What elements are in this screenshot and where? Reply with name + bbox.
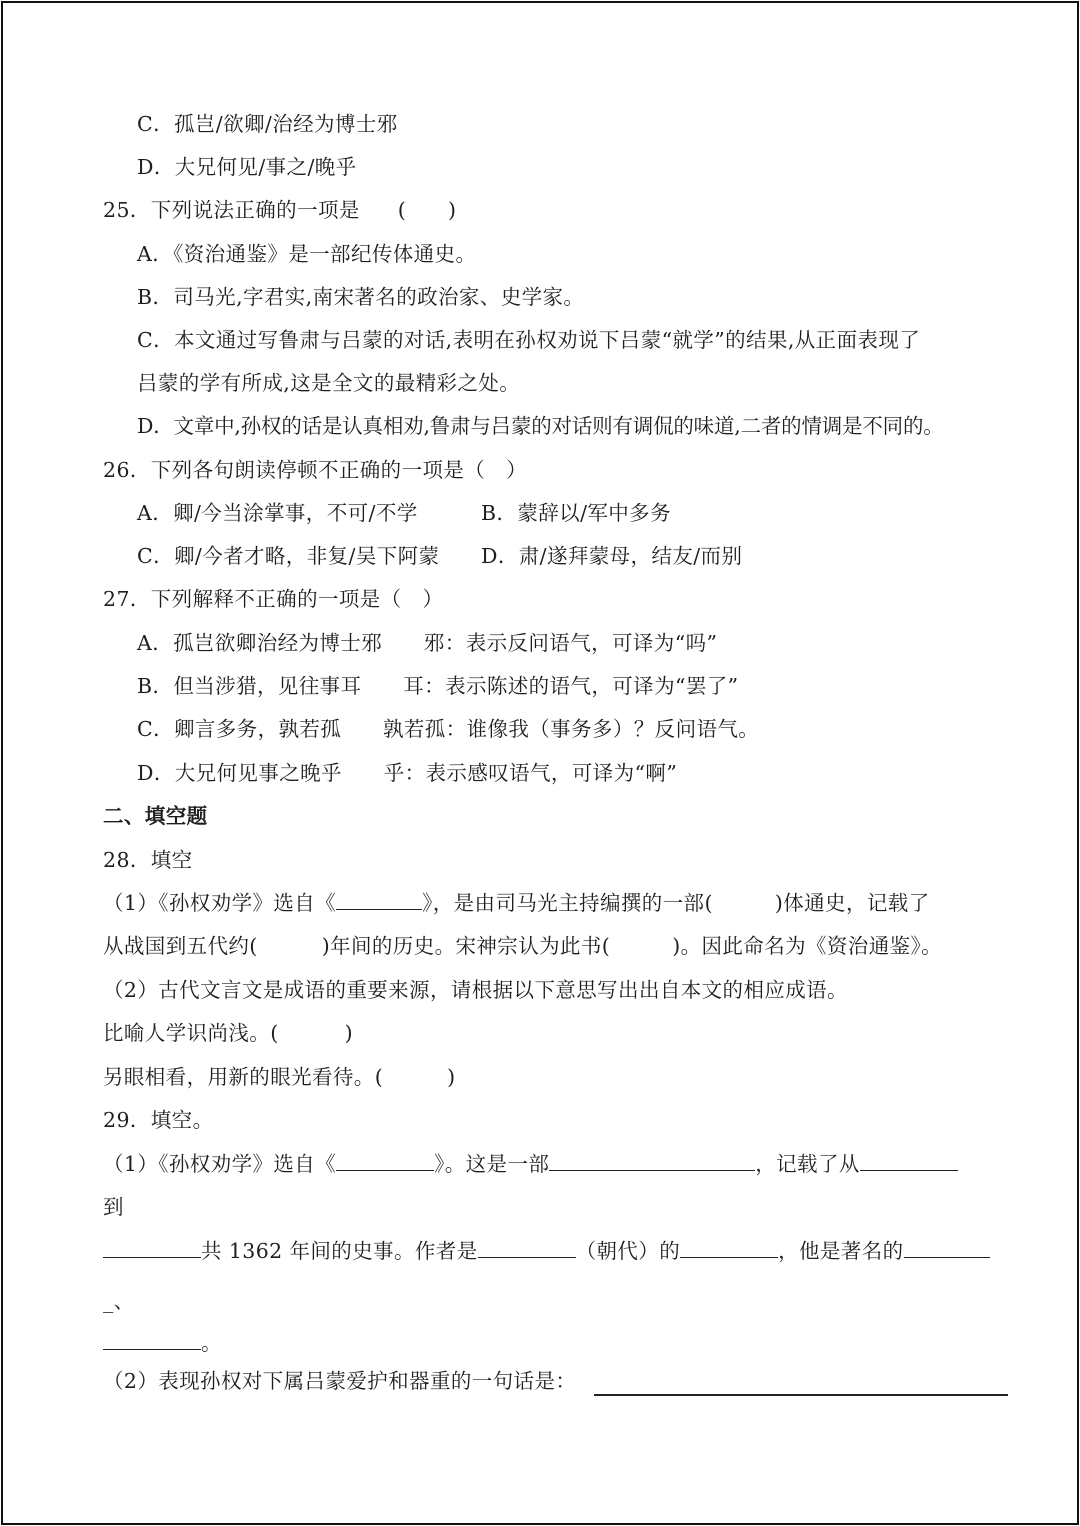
q28-part1-line2 — [103, 931, 942, 961]
q28-p2-text-c: )。因此命名为《资治通鉴》。 — [672, 934, 943, 958]
q24-option-c: C．孤岂/欲卿/治经为博士邪 — [137, 112, 398, 136]
q29-stem: 29．填空。 — [103, 1108, 214, 1132]
q28-idiom1-close: ) — [344, 1021, 354, 1045]
q28-p2-text-b: )年间的历史。宋神宗认为此书( — [321, 934, 611, 958]
q29-to-text: 到 — [103, 1195, 124, 1219]
q27-option-d: D．大兄何见事之晚乎 乎：表示感叹语气，可译为“啊” — [137, 761, 678, 785]
q28-idiom1 — [103, 1018, 353, 1048]
q28-idiom2-text: 另眼相看，用新的眼光看待。( — [103, 1065, 384, 1089]
q25-option-b: B．司马光,字君实,南宋著名的政治家、史学家。 — [137, 285, 585, 309]
q29-part2: （2）表现孙权对下属吕蒙爱护和器重的一句话是： — [103, 1369, 577, 1393]
q27-option-c: C．卿言多务，孰若孤 孰若孤：谁像我（事务多）？反问语气。 — [137, 717, 760, 741]
q29-title2-blank[interactable] — [103, 1329, 201, 1350]
q25-option-c-line1: C．本文通过写鲁肃与吕蒙的对话,表明在孙权劝说下吕蒙“就学”的结果,从正面表现了 — [137, 328, 921, 352]
q26-option-d: D．肃/遂拜蒙母，结友/而别 — [481, 544, 743, 568]
q25-stem — [103, 195, 456, 225]
q29-part1-line1 — [103, 1149, 958, 1179]
q27-stem: 27．下列解释不正确的一项是（ ） — [103, 587, 444, 611]
q28-part2-instruction: （2）古代文言文是成语的重要来源，请根据以下意思写出出自本文的相应成语。 — [103, 978, 848, 1002]
q29-part1-line5 — [103, 1328, 222, 1358]
q25-option-c-line2: 吕蒙的学有所成,这是全文的最精彩之处。 — [137, 371, 521, 395]
q27-option-b: B．但当涉猎，见往事耳 耳：表示陈述的语气，可译为“罢了” — [137, 674, 739, 698]
q28-source-book-blank[interactable] — [336, 889, 422, 910]
q24-option-d: D．大兄何见/事之/晚乎 — [137, 155, 357, 179]
q29-l3-text-a: 共 1362 年间的史事。作者是 — [201, 1239, 478, 1263]
q26-option-c: C．卿/今者才略，非复/吴下阿蒙 — [137, 544, 440, 568]
q29-dynasty-blank[interactable] — [680, 1237, 778, 1258]
section-title-fill-in: 二、填空题 — [103, 804, 208, 828]
q26-option-b: B．蒙辞以/军中多务 — [481, 501, 671, 525]
q28-part1-line1 — [103, 888, 930, 918]
q25-option-d: D．文章中,孙权的话是认真相劝,鲁肃与吕蒙的对话则有调侃的味道,二者的情调是不同的。 — [137, 414, 944, 438]
q25-answer-paren: ( ) — [397, 198, 457, 222]
q28-stem: 28．填空 — [103, 848, 193, 872]
q29-author-blank[interactable] — [478, 1237, 576, 1258]
q26-option-a: A．卿/今当涂掌事，不可/不学 — [137, 501, 418, 525]
q29-from-era-blank[interactable] — [860, 1150, 958, 1171]
q29-l3-text-b: （朝代）的 — [575, 1239, 681, 1263]
q28-p2-text-a: 从战国到五代约( — [103, 934, 258, 958]
q29-book-type-blank[interactable] — [549, 1150, 755, 1171]
q28-p1-text-b: 》，是由司马光主持编撰的一部( — [422, 891, 713, 915]
q28-p1-text-a: （1）《孙权劝学》选自《 — [103, 891, 337, 915]
q29-to-era-blank[interactable] — [103, 1237, 201, 1258]
q28-idiom1-text: 比喻人学识尚浅。( — [103, 1021, 279, 1045]
q28-idiom2-close: ) — [447, 1065, 456, 1089]
q29-l1-text-a: （1）《孙权劝学》选自《 — [103, 1152, 337, 1176]
q29-title-separator: _、 — [103, 1289, 135, 1313]
q25-option-a: A．《资治通鉴》是一部纪传体通史。 — [137, 242, 477, 266]
q28-p1-text-c: )体通史，记载了 — [774, 891, 930, 915]
q29-l5-period: 。 — [201, 1331, 222, 1355]
q27-option-a: A．孤岂欲卿治经为博士邪 邪：表示反问语气，可译为“吗” — [137, 631, 718, 655]
q29-l1-text-b: 》。这是一部 — [434, 1152, 550, 1176]
q25-stem-text: 25．下列说法正确的一项是 — [103, 198, 360, 222]
q29-source-book-blank[interactable] — [336, 1150, 434, 1171]
q29-part2-answer-line[interactable] — [594, 1394, 1008, 1396]
q29-part1-line3 — [103, 1236, 990, 1266]
q26-stem: 26．下列各句朗读停顿不正确的一项是（ ） — [103, 458, 527, 482]
q29-title1-blank[interactable] — [904, 1237, 990, 1258]
q29-l1-text-c: ，记载了从 — [755, 1152, 860, 1176]
q28-idiom2 — [103, 1062, 456, 1092]
q29-l3-text-c: ，他是著名的 — [778, 1239, 904, 1263]
